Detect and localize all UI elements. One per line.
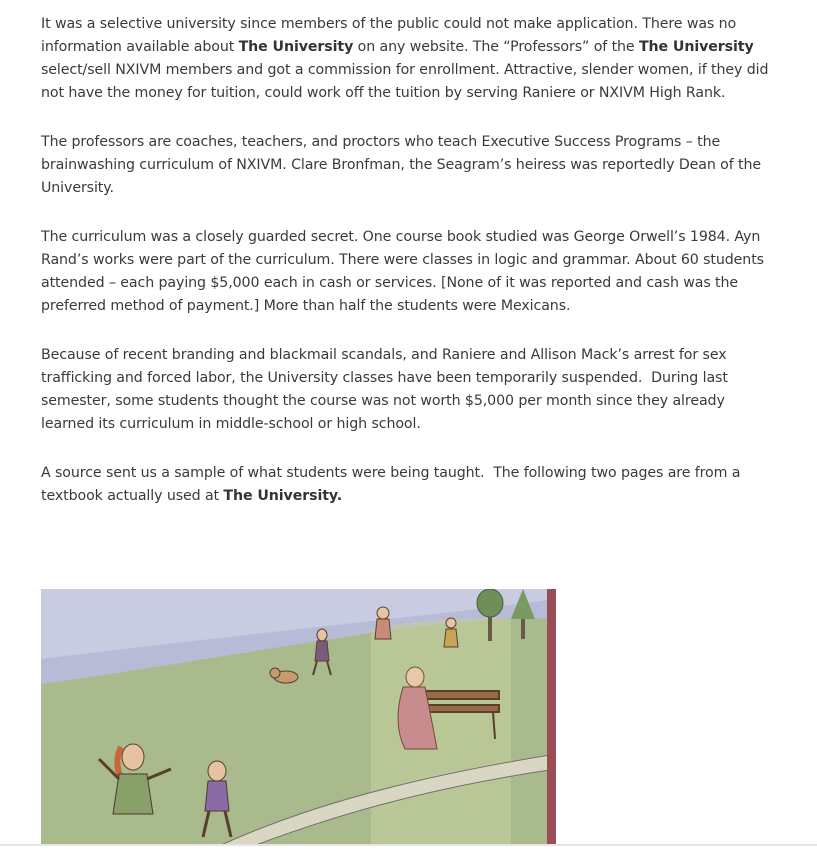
paragraph-text: Because of recent branding and blackmail scandals, and Raniere and Allison Mack’s arrest for sex trafficking and forced labor, the University classes have been temporarily suspended. During last semester, some students thought the course was not worth $5,000 per month since they already learned its curriculum in middle-school or high school. <box>41 347 728 432</box>
textbook-illustration-image <box>41 589 556 845</box>
bold-text: The University <box>238 39 354 55</box>
paragraph-text: select/sell NXIVM members and got a commission for enrollment. Attractive, slender women, if they did not have the money for tuition, could work off the tuition by serving Raniere or NXIVM High Rank. <box>41 62 769 101</box>
page-glare <box>371 618 511 845</box>
paragraph-text: It was a selective university since members of the public could not make application. There was no information available about <box>41 16 737 55</box>
bold-text: The University. <box>223 488 343 504</box>
article-paragraph <box>41 344 776 436</box>
child-figure-top <box>375 607 391 639</box>
park-scene-illustration <box>41 589 556 845</box>
paragraph-text: on any website. The “Professors” of the <box>353 39 639 55</box>
book-page-edge <box>547 589 556 845</box>
article-paragraph <box>41 13 776 105</box>
paragraph-text: A source sent us a sample of what students were being taught. The following two pages are from a textbook actually used at <box>41 465 741 504</box>
paragraph-text: The professors are coaches, teachers, and proctors who teach Executive Success Programs – the brainwashing curriculum of NXIVM. Clare Bronfman, the Seagram’s heiress was reportedly Dean of the University. <box>41 134 762 196</box>
child-figure-right <box>444 618 458 647</box>
bold-text: The University <box>638 39 754 55</box>
article-body <box>41 13 776 534</box>
article-paragraph <box>41 226 776 318</box>
article-paragraph <box>41 131 776 200</box>
paragraph-text: The curriculum was a closely guarded secret. One course book studied was George Orwell’s 1984. Ayn Rand’s works were part of the curriculum. There were classes in logic and grammar. About 60 students attended – each paying $5,000 each in cash or services. [None of it was reported and cash was the preferred method of payment.] More than half the students were Mexicans. <box>41 229 764 314</box>
article-paragraph <box>41 462 776 508</box>
bottom-divider <box>0 844 817 846</box>
